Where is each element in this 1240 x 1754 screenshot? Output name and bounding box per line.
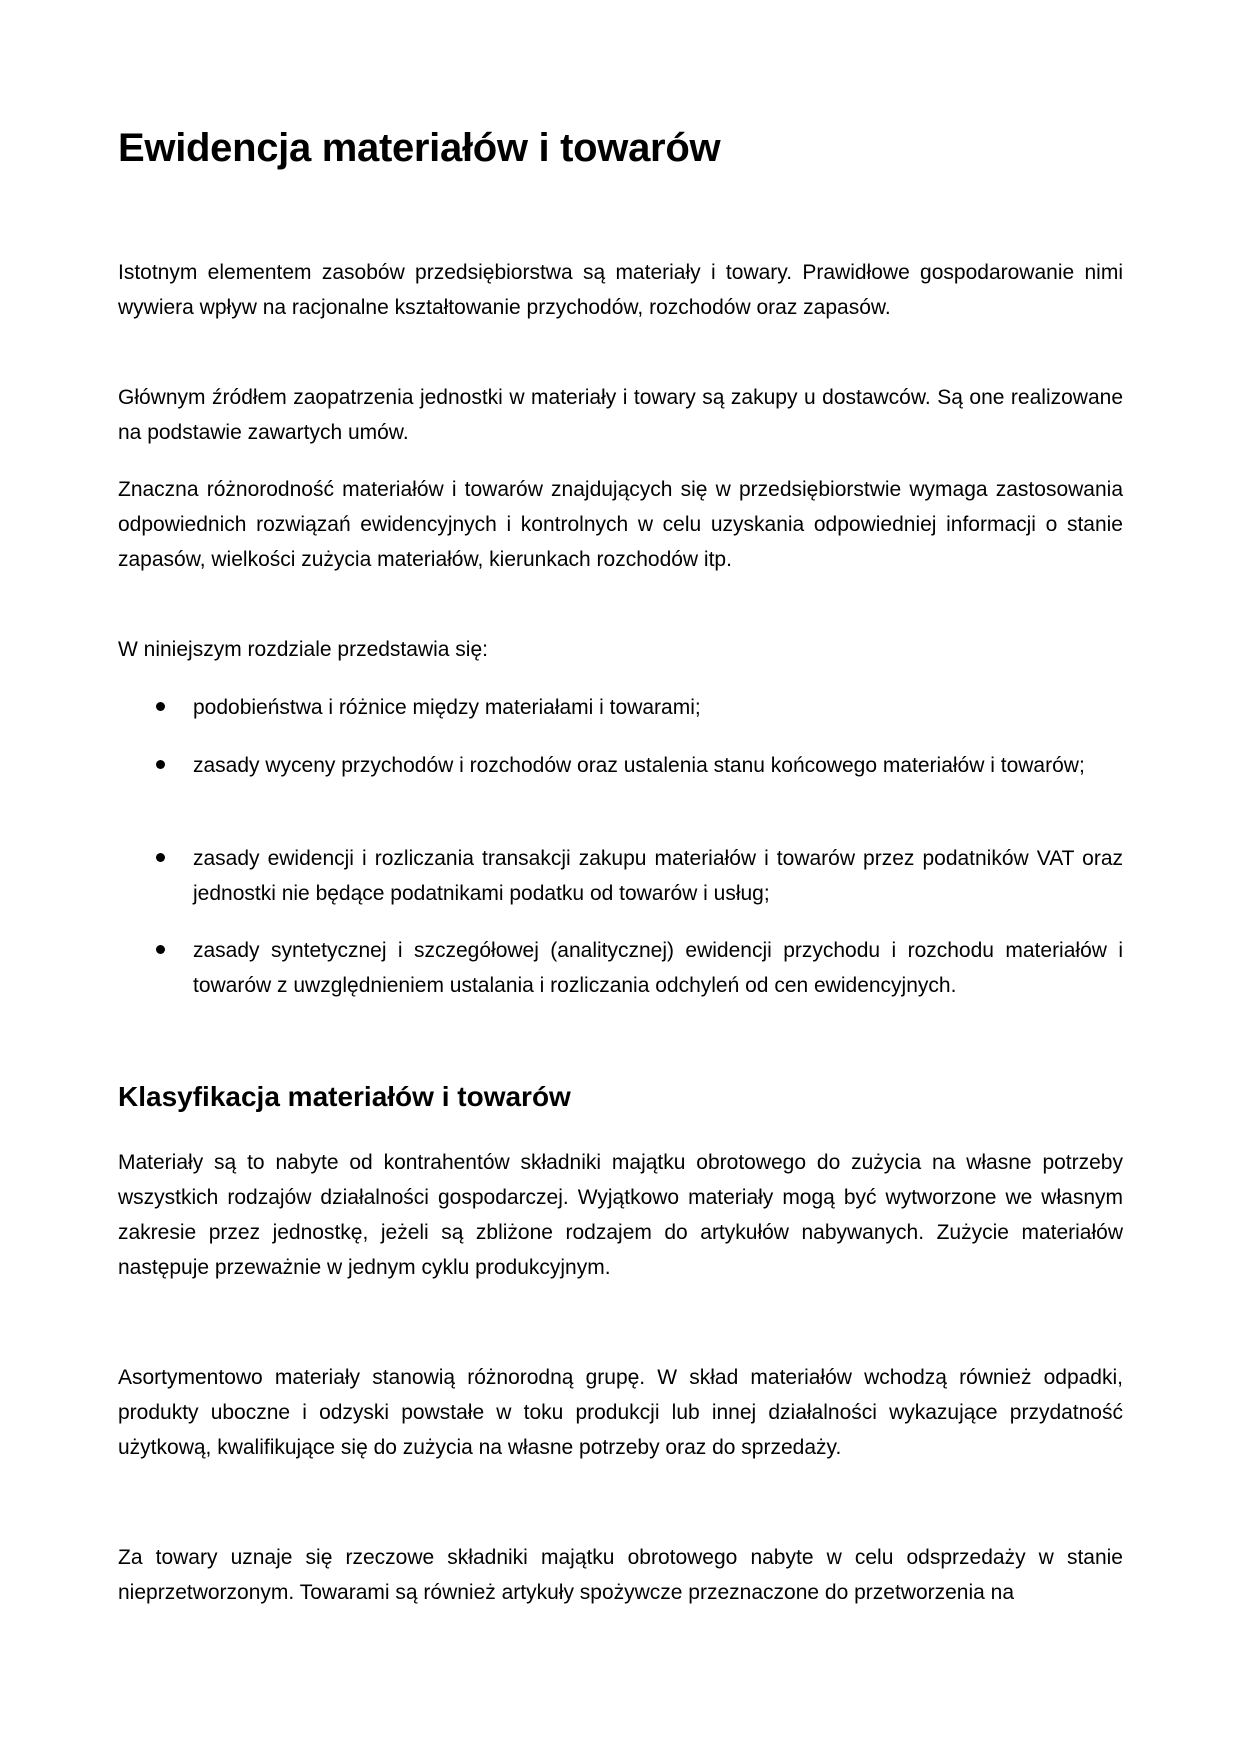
section-paragraph-1: Materiały są to nabyte od kontrahentów składniki majątku obrotowego do zużycia na własne potrzeby wszystkich rodzajów działalności gospodarczej. Wyjątkowo materiały mogą być wytworzone we własnym zakresie przez jednostkę, jeżeli są zbliżone rodzajem do artykułów nabywanych. Zużycie materiałów następuje przeważnie w jednym cyklu produkcyjnym.: [118, 1151, 1123, 1279]
bullet-icon: [156, 702, 165, 711]
list-item: zasady ewidencji i rozliczania transakcji zakupu materiałów i towarów przez podatników VAT oraz jednostki nie będące podatnikami podatku od towarów i usług;: [193, 847, 1123, 905]
intro-paragraph-4: W niniejszym rozdziale przedstawia się:: [118, 638, 488, 661]
section-paragraph-2: Asortymentowo materiały stanowią różnorodną grupę. W skład materiałów wchodzą również odpadki, produkty uboczne i odzyski powstałe w toku produkcji lub innej działalności wykazujące przydatność użytkową, kwalifikujące się do zużycia na własne potrzeby oraz do sprzedaży.: [118, 1366, 1123, 1459]
intro-paragraph-1: Istotnym elementem zasobów przedsiębiorstwa są materiały i towary. Prawidłowe gospodarowanie nimi wywiera wpływ na racjonalne kształtowanie przychodów, rozchodów oraz zapasów.: [118, 261, 1123, 319]
section-heading: Klasyfikacja materiałów i towarów: [118, 1081, 571, 1112]
list-item: zasady syntetycznej i szczegółowej (analitycznej) ewidencji przychodu i rozchodu materiałów i towarów z uwzględnieniem ustalania i rozliczania odchyleń od cen ewidencyjnych.: [193, 939, 1123, 997]
intro-paragraph-3: Znaczna różnorodność materiałów i towarów znajdujących się w przedsiębiorstwie wymaga zastosowania odpowiednich rozwiązań ewidencyjnych i kontrolnych w celu uzyskania odpowiedniej informacji o stanie zapasów, wielkości zużycia materiałów, kierunkach rozchodów itp.: [118, 478, 1123, 571]
bullet-icon: [156, 945, 165, 954]
section-paragraph-3: Za towary uznaje się rzeczowe składniki majątku obrotowego nabyte w celu odsprzedaży w stanie nieprzetworzonym. Towarami są również artykuły spożywcze przeznaczone do przetworzenia na: [118, 1546, 1123, 1604]
intro-paragraph-2: Głównym źródłem zaopatrzenia jednostki w materiały i towary są zakupy u dostawców. Są one realizowane na podstawie zawartych umów.: [118, 386, 1123, 444]
list-item: zasady wyceny przychodów i rozchodów oraz ustalenia stanu końcowego materiałów i towarów;: [193, 754, 1085, 777]
list-item: podobieństwa i różnice między materiałami i towarami;: [193, 696, 701, 719]
bullet-icon: [156, 760, 165, 769]
document-title: Ewidencja materiałów i towarów: [118, 126, 721, 170]
bullet-icon: [156, 853, 165, 862]
